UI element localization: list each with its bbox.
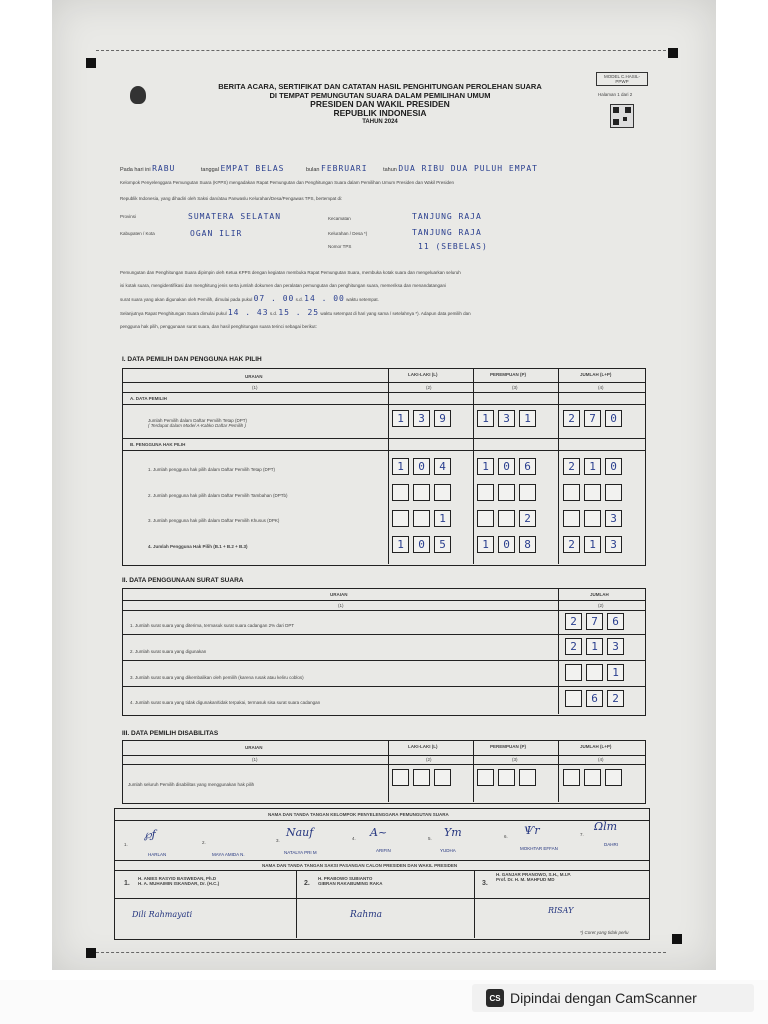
- digit-box: [413, 510, 430, 527]
- digit-box: 1: [392, 458, 409, 475]
- camscanner-label: Dipindai dengan CamScanner: [510, 990, 697, 1006]
- digit-box: 1: [392, 536, 409, 553]
- digit-box: [434, 769, 451, 786]
- digit-box: [563, 769, 580, 786]
- b4-laki-boxes: [392, 536, 451, 553]
- table-rule: [122, 382, 646, 383]
- digit-box: 0: [605, 458, 622, 475]
- digit-box: [498, 484, 515, 501]
- row-ss3-label: 3. Jumlah surat suara yang dikembalikan oleh pemilih (karena rusak atau keliru coblos): [130, 675, 304, 680]
- paslon-3: [496, 872, 571, 882]
- kpps-3-name: NATALYA PRI M: [284, 850, 317, 855]
- kpps-2-number: 2.: [202, 840, 206, 845]
- row-b4-label: 4. Jumlah Pengguna Hak Pilih (B.1 + B.2 + B.3): [148, 544, 248, 549]
- corner-mark: [86, 58, 96, 68]
- table-rule: [388, 740, 389, 802]
- digit-box: 5: [434, 536, 451, 553]
- b1-laki-boxes: [392, 458, 451, 475]
- provinsi-value: SUMATERA SELATAN: [188, 212, 282, 221]
- b2-jumlah-boxes: [563, 484, 622, 501]
- table-rule: [114, 898, 650, 899]
- digit-box: 0: [413, 458, 430, 475]
- table-rule: [388, 368, 389, 564]
- kpps-6-signature: Ѱr: [524, 824, 540, 837]
- kpps-3-signature: Nauf: [286, 826, 314, 839]
- digit-box: [565, 690, 582, 707]
- digit-box: 2: [607, 690, 624, 707]
- digit-box: [413, 769, 430, 786]
- digit-box: 3: [607, 638, 624, 655]
- digit-box: 9: [434, 410, 451, 427]
- kecamatan-label: Kecamatan: [328, 216, 351, 221]
- b2-perempuan-boxes: [477, 484, 536, 501]
- digit-box: 1: [477, 536, 494, 553]
- kpps-4-signature: A~: [370, 826, 388, 839]
- row-dpt-note: ( Terdapat dalam Model A-Kabko Daftar Pemilih ): [148, 423, 246, 428]
- digit-box: 2: [563, 410, 580, 427]
- dis-perempuan-boxes: [477, 769, 536, 786]
- col-perempuan: PEREMPUAN (P): [490, 744, 527, 749]
- body-text: s.d.: [269, 311, 278, 316]
- model-label: MODEL C.HASIL-PPWP: [596, 72, 648, 86]
- paslon-1-capres: H. ANIES RASYID BASWEDAN, Ph.D: [138, 876, 217, 881]
- top-dash-line: [96, 50, 666, 51]
- digit-box: [477, 510, 494, 527]
- paslon-1-cawapres: H. A. MUHAIMIN ISKANDAR, Dr. (H.C.): [138, 881, 220, 886]
- digit-box: [605, 484, 622, 501]
- paslon-2-number: 2.: [304, 880, 310, 887]
- digit-box: [413, 484, 430, 501]
- kelurahan-value: TANJUNG RAJA: [412, 228, 482, 237]
- table-rule: [122, 600, 646, 601]
- count-end-value: 15 . 25: [278, 308, 320, 317]
- body-text: surat suara yang akan digunakan oleh Pemilih, dimulai pada pukul: [120, 297, 253, 302]
- dpt-laki-boxes: [392, 410, 451, 427]
- corner-mark: [86, 948, 96, 958]
- col-uraian: URAIAN: [330, 592, 348, 597]
- col-number: (1): [338, 603, 344, 608]
- kpps-7-signature: Ωlm: [594, 820, 618, 833]
- paslon-3-number: 3.: [482, 880, 488, 887]
- col-jumlah: JUMLAH (L+P): [580, 372, 612, 377]
- digit-box: [477, 484, 494, 501]
- paslon-3-cawapres: Prof. Dr. H. M. MAHFUD MD: [496, 877, 555, 882]
- body-line-1: Pemungutan dan Penghitungan Suara dipimpin oleh Ketua KPPS dengan kegiatan membuka Rapat Pemungutan Suara, membuka kotak suara dan mengeluarkan seluruh: [120, 270, 461, 275]
- month-value: FEBRUARI: [321, 164, 368, 173]
- table-rule: [122, 660, 646, 661]
- digit-box: 1: [392, 410, 409, 427]
- digit-box: 1: [434, 510, 451, 527]
- day-value: RABU: [152, 164, 176, 173]
- b3-perempuan-boxes: [477, 510, 536, 527]
- kpps-6-name: MOKHTAR EFFAN: [520, 846, 558, 851]
- table-rule: [473, 368, 474, 564]
- paslon-2-capres: H. PRABOWO SUBIANTO: [318, 876, 373, 881]
- time-start-value: 07 . 00: [253, 294, 295, 303]
- dpt-jumlah-boxes: [563, 410, 622, 427]
- kpps-1-number: 1.: [124, 842, 128, 847]
- kelurahan-label: Kelurahan / Desa *): [328, 231, 368, 236]
- section-3-title: III. DATA PEMILIH DISABILITAS: [122, 730, 219, 737]
- year-value: DUA RIBU DUA PULUH EMPAT: [398, 164, 538, 173]
- sub-b-title: B. PENGGUNA HAK PILIH: [130, 442, 186, 447]
- kecamatan-value: TANJUNG RAJA: [412, 212, 482, 221]
- digit-box: 0: [605, 410, 622, 427]
- provinsi-label: Provinsi: [120, 214, 137, 219]
- row-b2-label: 2. Jumlah pengguna hak pilih dalam Daftar Pemilih Tambahan (DPTb): [148, 493, 288, 498]
- section-2-title: II. DATA PENGGUNAAN SURAT SUARA: [122, 577, 244, 584]
- footnote: *) Coret yang tidak perlu: [580, 930, 629, 935]
- form-title: [180, 82, 580, 127]
- col-jumlah: JUMLAH (L+P): [580, 744, 612, 749]
- col-number: (4): [598, 757, 604, 762]
- intro-label-day: Pada hari ini: [120, 167, 151, 173]
- body-text: waktu setempat.: [346, 297, 379, 302]
- digit-box: [519, 769, 536, 786]
- b4-perempuan-boxes: [477, 536, 536, 553]
- table-rule: [296, 870, 297, 938]
- col-number: (2): [426, 757, 432, 762]
- col-laki: LAKI-LAKI (L): [408, 744, 438, 749]
- digit-box: [498, 510, 515, 527]
- ss2-boxes: [565, 638, 624, 655]
- col-laki: LAKI-LAKI (L): [408, 372, 438, 377]
- camscanner-logo-icon: CS: [486, 989, 504, 1007]
- digit-box: 0: [413, 536, 430, 553]
- kpps-1-name: HARLAN: [148, 852, 167, 857]
- digit-box: 1: [584, 458, 601, 475]
- kpps-5-number: 5.: [428, 836, 432, 841]
- col-number: (4): [598, 385, 604, 390]
- table-rule: [122, 404, 646, 405]
- intro-label-date: tanggal: [200, 167, 219, 173]
- digit-box: 6: [519, 458, 536, 475]
- table-rule: [122, 438, 646, 439]
- title-line-4: REPUBLIK INDONESIA: [333, 108, 427, 118]
- row-ss4-label: 4. Jumlah surat suara yang tidak digunakan/tidak terpakai, termasuk sisa surat suara cadangan: [130, 700, 321, 705]
- paslon-2-cawapres: GIBRAN RAKABUMING RAKA: [318, 881, 383, 886]
- bottom-dash-line: [96, 952, 666, 953]
- row-b1-label: 1. Jumlah pengguna hak pilih dalam Daftar Pemilih Tetap (DPT): [148, 467, 275, 472]
- digit-box: 0: [498, 458, 515, 475]
- paslon-2: [318, 876, 383, 886]
- kpps-4-name: ARIFIN: [376, 848, 391, 853]
- digit-box: 1: [477, 458, 494, 475]
- body-line-5: pengguna hak pilih, penggunaan surat suara, dan hasil penghitungan suara terinci sebagai berikut:: [120, 324, 317, 329]
- body-line-2: isi kotak suara, mengidentifikasi dan menghitung jenis serta jumlah dokumen dan peralatan pemungutan dan penghitungan suara, memeriksa dan menandatangani: [120, 283, 446, 288]
- kpps-5-name: YUDHA: [440, 848, 456, 853]
- kpps-1-signature: ℘ƒ: [144, 828, 156, 841]
- table-rule: [114, 820, 650, 821]
- dis-jumlah-boxes: [563, 769, 622, 786]
- dis-laki-boxes: [392, 769, 451, 786]
- kpps-7-number: 7.: [580, 832, 584, 837]
- digit-box: 7: [584, 410, 601, 427]
- digit-box: [392, 510, 409, 527]
- digit-box: 1: [519, 410, 536, 427]
- kabupaten-label: Kabupaten / Kota: [120, 231, 155, 236]
- digit-box: [498, 769, 515, 786]
- saksi-title: NAMA DAN TANDA TANGAN SAKSI PASANGAN CALON PRESIDEN DAN WAKIL PRESIDEN: [262, 863, 458, 868]
- intro-label-year: tahun: [383, 167, 397, 173]
- digit-box: [392, 769, 409, 786]
- saksi-1-signature: Dili Rahmayati: [132, 910, 193, 919]
- sub-a-title: A. DATA PEMILIH: [130, 396, 167, 401]
- paslon-1: [138, 876, 219, 886]
- intro-line-1: [120, 164, 650, 173]
- corner-mark: [672, 934, 682, 944]
- table-rule: [558, 588, 559, 714]
- tps-value: 11 (SEBELAS): [418, 242, 488, 251]
- tps-label: Nomor TPS: [328, 244, 352, 249]
- intro-line-2: Kelompok Penyelenggara Pemungutan Suara (KPPS) mengadakan Rapat Pemungutan dan Penghitungan Suara dalam Pemilihan Umum Presiden dan Wakil Presiden: [120, 180, 455, 185]
- body-text: s.d.: [295, 297, 303, 302]
- body-line-4: [120, 306, 660, 320]
- digit-box: [584, 769, 601, 786]
- table-rule: [122, 392, 646, 393]
- digit-box: 7: [586, 613, 603, 630]
- kpps-title: NAMA DAN TANDA TANGAN KELOMPOK PENYELENGGARA PEMUNGUTAN SUARA: [268, 812, 449, 817]
- col-number: (2): [426, 385, 432, 390]
- section-1-title: I. DATA PEMILIH DAN PENGGUNA HAK PILIH: [122, 356, 262, 363]
- title-line-2: DI TEMPAT PEMUNGUTAN SUARA DALAM PEMILIHAN UMUM: [269, 91, 491, 100]
- col-number: (3): [512, 385, 518, 390]
- kpps-4-number: 4.: [352, 836, 356, 841]
- ss4-boxes: [565, 690, 624, 707]
- digit-box: 1: [584, 536, 601, 553]
- kpps-3-number: 3.: [276, 838, 280, 843]
- digit-box: 3: [605, 536, 622, 553]
- table-rule: [122, 450, 646, 451]
- intro-line-3: Republik Indonesia, yang dihadiri oleh Saksi dan/atau Panwaslu Kelurahan/Desa/Pengawas TPS, bertempat di:: [120, 196, 343, 201]
- col-number: (2): [598, 603, 604, 608]
- digit-box: 2: [519, 510, 536, 527]
- b3-laki-boxes: [392, 510, 451, 527]
- saksi-3-signature: RISAY: [548, 906, 574, 915]
- table-rule: [474, 870, 475, 938]
- table-rule: [558, 740, 559, 802]
- paslon-1-number: 1.: [124, 880, 130, 887]
- digit-box: [584, 510, 601, 527]
- table-rule: [122, 755, 646, 756]
- kpps-6-number: 6.: [504, 834, 508, 839]
- col-number: (1): [252, 757, 258, 762]
- body-text: Selanjutnya Rapat Penghitungan Suara dimulai pukul: [120, 311, 227, 316]
- col-number: (3): [512, 757, 518, 762]
- digit-box: 4: [434, 458, 451, 475]
- dpt-perempuan-boxes: [477, 410, 536, 427]
- corner-mark: [668, 48, 678, 58]
- digit-box: [477, 769, 494, 786]
- kpps-7-name: DAHRI: [604, 842, 619, 847]
- b2-laki-boxes: [392, 484, 451, 501]
- table-rule: [558, 368, 559, 564]
- title-line-1: BERITA ACARA, SERTIFIKAT DAN CATATAN HASIL PENGHITUNGAN PEROLEHAN SUARA: [218, 82, 542, 91]
- saksi-2-signature: Rahma: [350, 910, 383, 920]
- count-start-value: 14 . 43: [227, 308, 269, 317]
- digit-box: 3: [498, 410, 515, 427]
- digit-box: [519, 484, 536, 501]
- date-value: EMPAT BELAS: [220, 164, 285, 173]
- digit-box: 3: [413, 410, 430, 427]
- camscanner-badge: [472, 984, 754, 1012]
- paslon-3-capres: H. GANJAR PRANOWO, S.H., M.I.P.: [496, 872, 571, 877]
- table-rule: [114, 870, 650, 871]
- col-perempuan: PEREMPUAN (P): [490, 372, 527, 377]
- digit-box: 6: [607, 613, 624, 630]
- row-b3-label: 3. Jumlah pengguna hak pilih dalam Daftar Pemilih Khusus (DPK): [148, 518, 280, 523]
- table-rule: [122, 634, 646, 635]
- digit-box: 3: [605, 510, 622, 527]
- digit-box: [586, 664, 603, 681]
- digit-box: 2: [565, 613, 582, 630]
- ss3-boxes: [565, 664, 624, 681]
- digit-box: [563, 484, 580, 501]
- body-paragraph: [120, 266, 660, 333]
- col-number: (1): [252, 385, 258, 390]
- digit-box: [392, 484, 409, 501]
- digit-box: [605, 769, 622, 786]
- kpps-2-name: MAYA AMIDA N.: [212, 852, 245, 857]
- time-end-value: 14 . 00: [304, 294, 345, 303]
- kpu-logo: [130, 86, 146, 104]
- b4-jumlah-boxes: [563, 536, 622, 553]
- row-disabilitas-label: Jumlah seluruh Pemilih disabilitas yang menggunakan hak pilih: [128, 782, 255, 787]
- digit-box: 6: [586, 690, 603, 707]
- title-line-5: TAHUN 2024: [362, 119, 398, 125]
- row-dpt-label: [148, 418, 247, 428]
- col-uraian: URAIAN: [245, 374, 263, 379]
- intro-label-month: bulan: [306, 167, 320, 173]
- digit-box: [434, 484, 451, 501]
- table-rule: [122, 610, 646, 611]
- table-rule: [114, 860, 650, 861]
- digit-box: 2: [563, 458, 580, 475]
- row-ss1-label: 1. Jumlah surat suara yang diterima, termasuk surat suara cadangan 2% dari DPT: [130, 623, 295, 628]
- digit-box: [563, 510, 580, 527]
- digit-box: [565, 664, 582, 681]
- b1-jumlah-boxes: [563, 458, 622, 475]
- b3-jumlah-boxes: [563, 510, 622, 527]
- row-ss2-label: 2. Jumlah surat suara yang digunakan: [130, 649, 207, 654]
- kabupaten-value: OGAN ILIR: [190, 229, 243, 238]
- body-text: waktu setempat di hari yang sama / setelahnya *). Adapun data pemilih dan: [320, 311, 471, 316]
- digit-box: 0: [498, 536, 515, 553]
- table-rule: [473, 740, 474, 802]
- row-dpt-text: Jumlah Pemilih dalam Daftar Pemilih Tetap (DPT): [148, 418, 247, 423]
- digit-box: 1: [477, 410, 494, 427]
- kpps-5-signature: Ym: [444, 826, 462, 839]
- digit-box: 1: [586, 638, 603, 655]
- table-rule: [122, 686, 646, 687]
- col-uraian: URAIAN: [245, 745, 263, 750]
- digit-box: [584, 484, 601, 501]
- digit-box: 2: [563, 536, 580, 553]
- b1-perempuan-boxes: [477, 458, 536, 475]
- digit-box: 1: [607, 664, 624, 681]
- digit-box: 2: [565, 638, 582, 655]
- body-line-3: [120, 292, 660, 306]
- col-jumlah: JUMLAH: [590, 592, 609, 597]
- digit-box: 8: [519, 536, 536, 553]
- title-line-3: PRESIDEN DAN WAKIL PRESIDEN: [310, 99, 450, 109]
- table-rule: [122, 764, 646, 765]
- qr-code-icon: [610, 104, 634, 128]
- page-label: Halaman 1 dari 2: [598, 92, 633, 97]
- ss1-boxes: [565, 613, 624, 630]
